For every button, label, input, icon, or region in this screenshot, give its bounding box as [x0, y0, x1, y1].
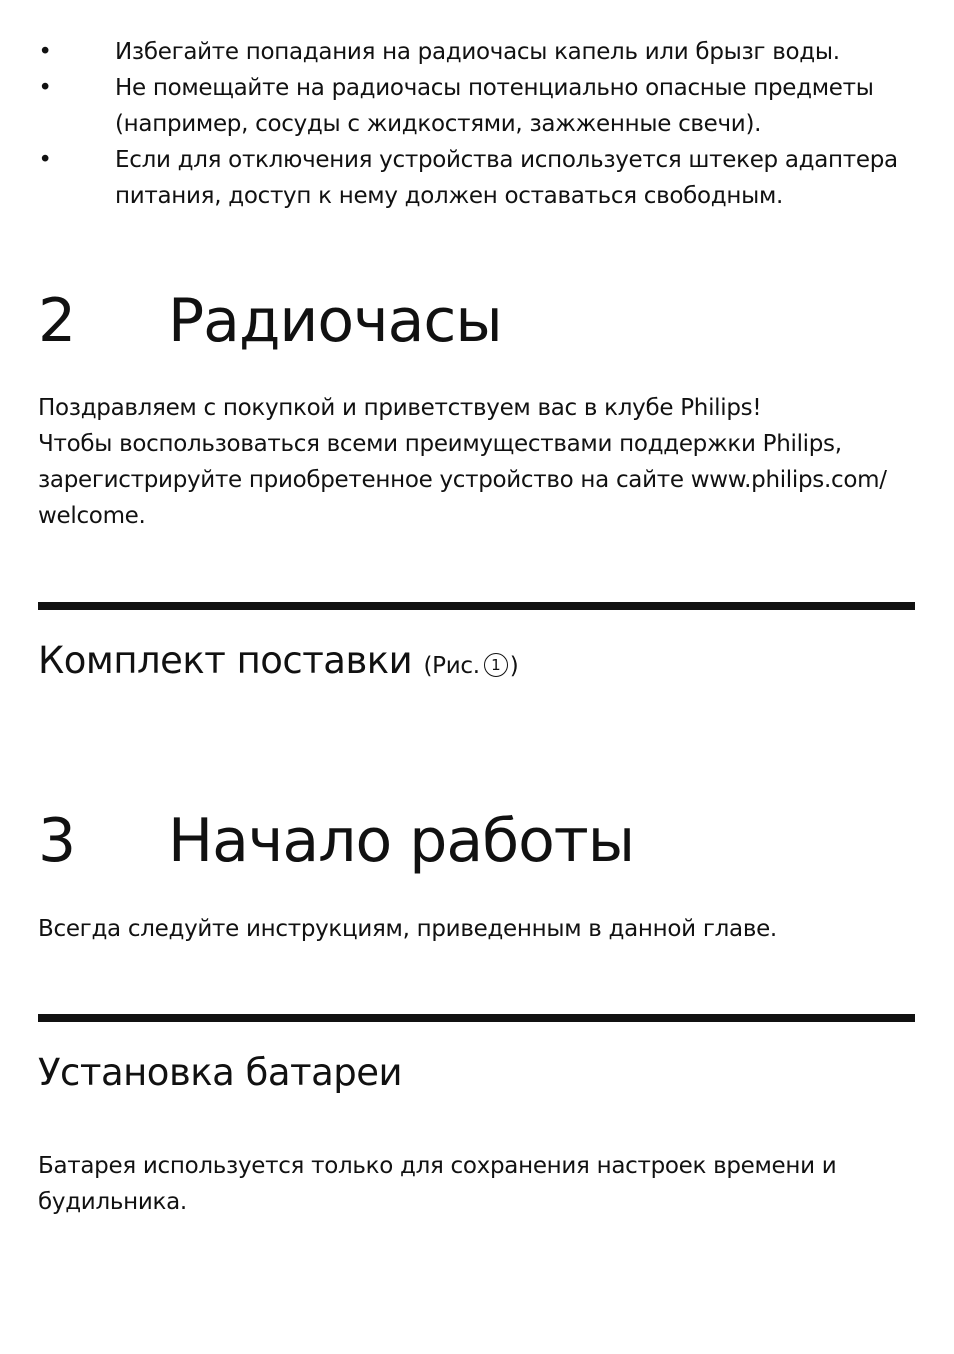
battery-text [38, 1148, 918, 1220]
safety-bullet-list [38, 34, 918, 214]
chapter-2-intro [38, 390, 918, 534]
bullet-icon: • [38, 39, 52, 65]
intro-line: зарегистрируйте приобретенное устройство на сайте www.philips.com/ [38, 467, 887, 493]
chapter-3-heading [38, 806, 634, 876]
chapter-number: 2 [38, 286, 76, 356]
chapter-2-heading [38, 286, 502, 356]
battery-text-line: Батарея используется только для сохранения настроек времени и [38, 1153, 837, 1179]
bullet-text: Не помещайте на радиочасы потенциально опасные предметы (например, сосуды с жидкостями, зажженные свечи). [115, 75, 874, 137]
intro-line: Поздравляем с покупкой и приветствуем вас в клубе Philips! [38, 395, 762, 421]
chapter-number: 3 [38, 806, 76, 876]
section-title: Установка батареи [38, 1051, 403, 1094]
bullet-icon: • [38, 147, 52, 173]
chapter-title: Начало работы [168, 806, 635, 876]
section-title: Комплект поставки [38, 639, 413, 682]
bullet-item [38, 70, 918, 142]
chapter-3-intro: Всегда следуйте инструкциям, приведенным в данной главе. [38, 916, 777, 942]
battery-text-line: будильника. [38, 1189, 187, 1215]
bullet-text: Избегайте попадания на радиочасы капель или брызг воды. [115, 39, 840, 65]
bullet-item [38, 142, 918, 214]
intro-line: Чтобы воспользоваться всеми преимуществами поддержки Philips, [38, 431, 842, 457]
section-heading-box-contents [38, 638, 518, 689]
bullet-icon: • [38, 75, 52, 101]
intro-line: welcome. [38, 503, 146, 529]
bullet-text: Если для отключения устройства используется штекер адаптера питания, доступ к нему должен оставаться свободным. [115, 147, 898, 209]
figure-ref-close: ) [509, 653, 519, 679]
bullet-item [38, 34, 918, 70]
figure-ref-open: (Рис. [423, 653, 480, 679]
section-heading-battery [38, 1050, 402, 1096]
section-divider [38, 1014, 915, 1022]
figure-number-circle-icon: 1 [484, 653, 508, 677]
figure-reference [423, 653, 518, 679]
chapter-title: Радиочасы [168, 286, 502, 356]
section-divider [38, 602, 915, 610]
